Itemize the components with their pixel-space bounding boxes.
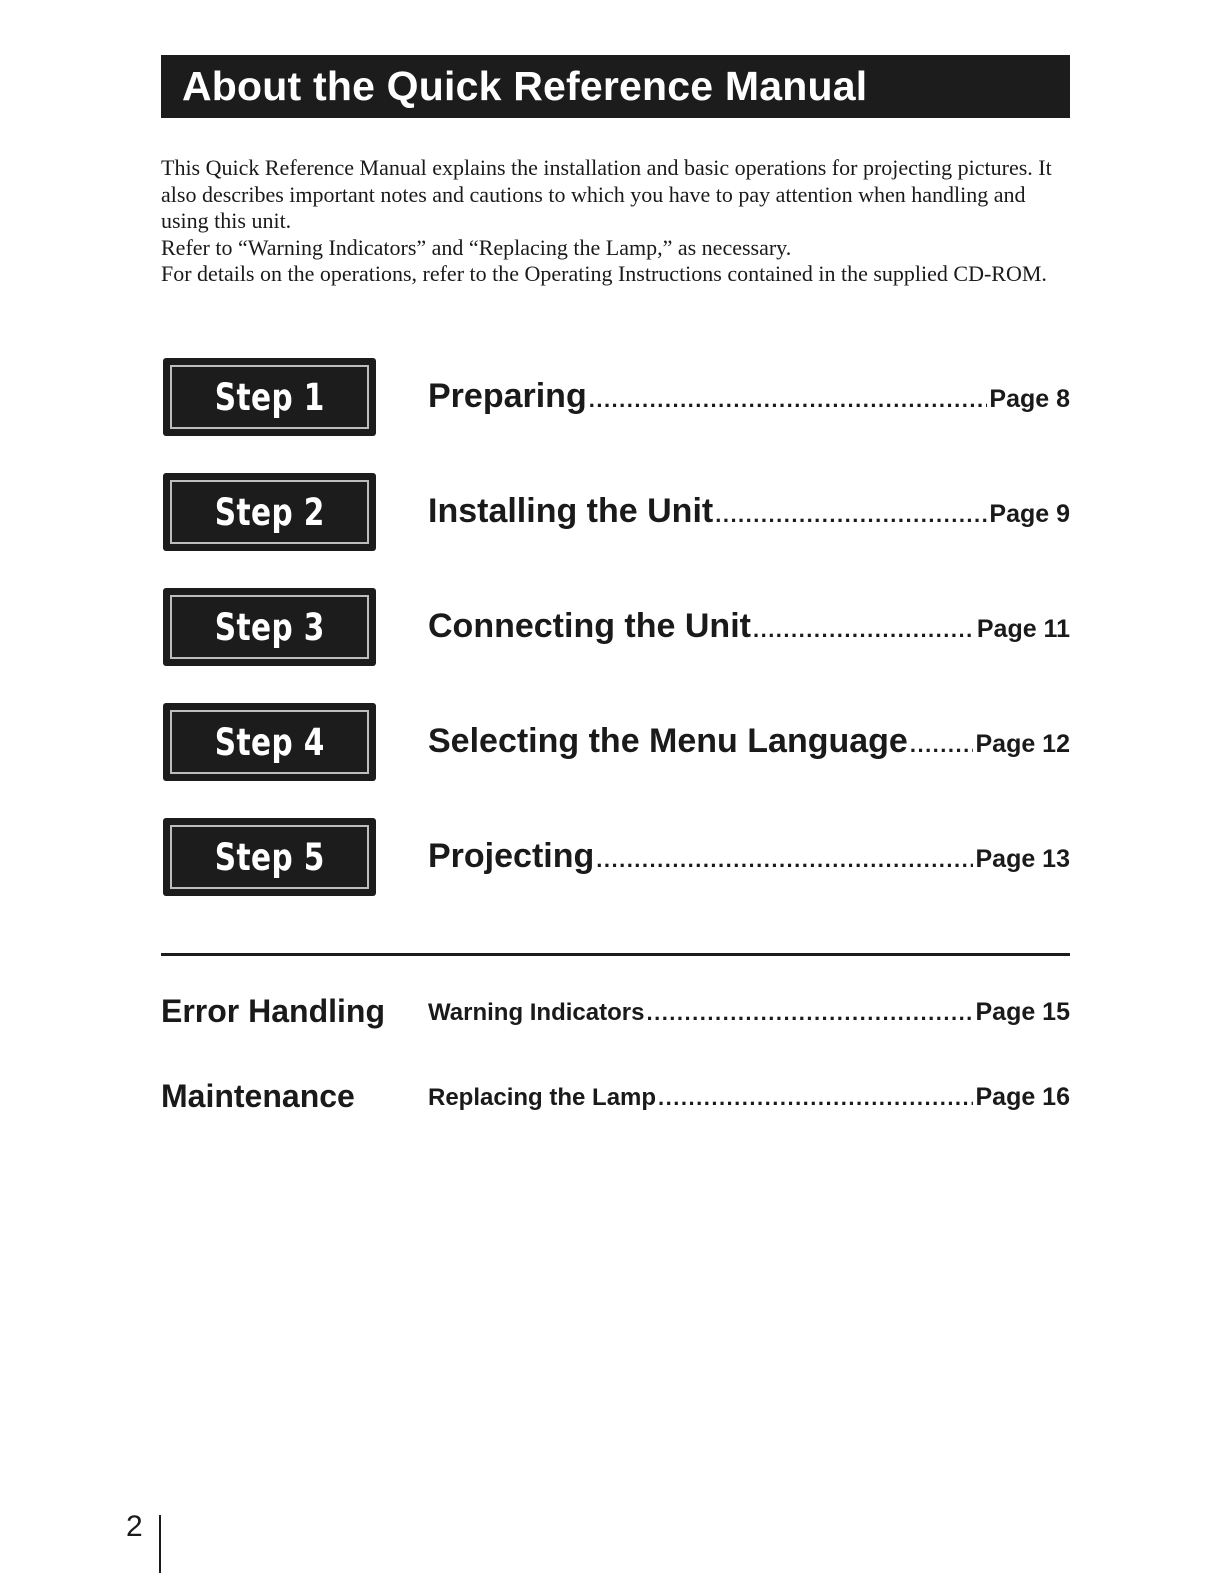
step-badge [163, 703, 376, 781]
toc-entry-title: Selecting the Menu Language [428, 722, 908, 760]
toc-entry-title: Warning Indicators [428, 999, 645, 1026]
toc-entry-page: Page 15 [975, 998, 1070, 1026]
toc-entry-replacing-lamp[interactable] [428, 1083, 1070, 1112]
page-number: 2 [126, 1510, 143, 1543]
toc-entry-title: Projecting [428, 837, 595, 875]
intro-paragraph: Refer to “Warning Indicators” and “Replacing the Lamp,” as necessary. [161, 234, 792, 260]
toc-entry-title: Installing the Unit [428, 492, 714, 530]
dot-leader [910, 732, 974, 758]
page-number-rule [159, 1515, 161, 1573]
toc-step-4[interactable] [163, 703, 1070, 781]
step-badge [163, 473, 376, 551]
toc-entry [428, 377, 1070, 416]
step-badge-label: Step 2 [214, 490, 325, 534]
step-badge-label: Step 4 [214, 720, 325, 764]
step-badge-label: Step 1 [214, 375, 325, 419]
toc-entry-page: Page 9 [989, 500, 1070, 528]
section-label-maintenance: Maintenance [161, 1078, 355, 1114]
toc-entry-page: Page 13 [975, 845, 1070, 873]
dot-leader [596, 847, 973, 873]
toc-step-2[interactable] [163, 473, 1070, 551]
intro-paragraph: For details on the operations, refer to the Operating Instructions contained in the supplied CD-ROM. [161, 261, 1047, 286]
toc-entry [428, 607, 1070, 646]
toc-entry [428, 722, 1070, 761]
toc-entry-title: Preparing [428, 377, 587, 415]
toc-step-1[interactable] [163, 358, 1070, 436]
step-badge [163, 818, 376, 896]
step-badge [163, 588, 376, 666]
dot-leader [753, 617, 975, 643]
toc-entry-title: Connecting the Unit [428, 607, 751, 645]
intro-text [161, 155, 1073, 288]
dot-leader [646, 1000, 973, 1026]
page-title-bar [161, 55, 1070, 118]
toc-entry-page: Page 8 [989, 385, 1070, 413]
dot-leader [589, 387, 988, 413]
page-title: About the Quick Reference Manual [182, 63, 868, 109]
toc-step-5[interactable] [163, 818, 1070, 896]
toc-entry-page: Page 16 [975, 1083, 1070, 1111]
step-badge-label: Step 3 [214, 605, 325, 649]
toc-entry [428, 837, 1070, 876]
step-badge-label: Step 5 [214, 835, 325, 879]
toc-entry-title: Replacing the Lamp [428, 1084, 657, 1111]
toc-entry [428, 492, 1070, 531]
toc-entry-page: Page 11 [976, 615, 1070, 643]
dot-leader [658, 1085, 973, 1111]
intro-paragraph: This Quick Reference Manual explains the installation and basic operations for projecting pictures. It also describes important notes and cautions to which you have to pay attention when handling and using this unit. [161, 155, 1052, 233]
step-badge [163, 358, 376, 436]
toc-entry-warning-indicators[interactable] [428, 998, 1070, 1027]
toc-step-3[interactable] [163, 588, 1070, 666]
dot-leader [715, 502, 987, 528]
section-divider [161, 953, 1070, 956]
section-label-error-handling: Error Handling [161, 993, 386, 1029]
toc-entry-page: Page 12 [975, 730, 1070, 758]
